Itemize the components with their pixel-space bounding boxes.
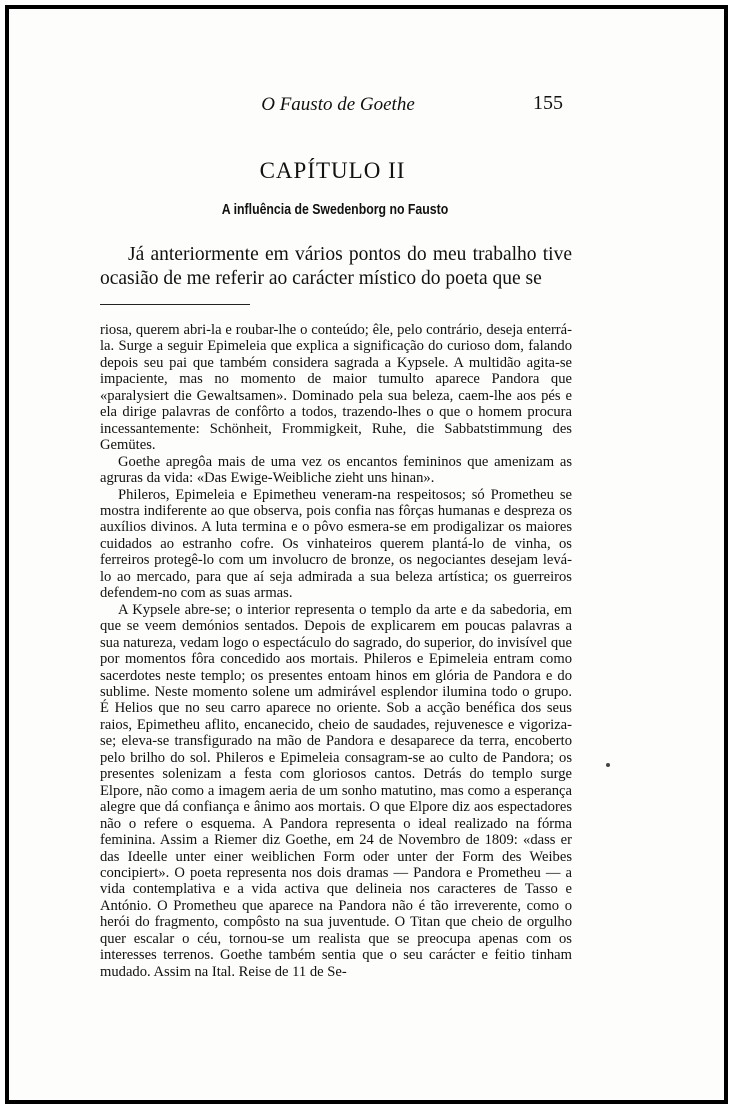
footnote-divider xyxy=(100,304,250,305)
section-subtitle: A influência de Swedenborg no Fausto xyxy=(221,201,449,218)
chapter-title: CAPÍTULO II xyxy=(259,158,406,183)
footnote-paragraph: A Kypsele abre-se; o interior representa o templo da arte e da sabedoria, em que se veem demónios sentados. Depois de explicarem em poucas palavras a sua natureza, vedam logo o espectáculo do sagrado, do superior, do invisível que por momentos fôra concedido aos mortais. Phileros e Epimeleia entram como sacerdotes neste templo; os presentes entoam hinos em glória de Pandora e do sublime. Neste momento solene um admirável esplendor ilumina todo o grupo. É Helios que no seu carro aparece no oriente. Sob a acção benéfica dos seus raios, Epimetheu aflito, encanecido, cheio de saudades, rejuvenesce e vigoriza-se; eleva-se transfigurado na mão de Pandora e desaparece da terra, encoberto pelo brilho do sol. Phileros e Epimeleia consagram-se ao culto de Pandora; os presentes solenizam a festa com gloriosos cantos. Detrás do templo surge Elpore, não como a imagem aeria de um sonho matutino, mas como a esperança alegre que dá confiança e ânimo aos mortais. O que Elpore diz aos espectadores não o refere o esquema. A Pandora representa o ideal realizado na fórma feminina. Assim a Riemer diz Goethe, em 24 de Novembro de 1809: «dass er das Ideelle unter einer weiblichen Form oder unter der Form des Weibes concipiert». O poeta representa nos dois dramas — Pandora e Prometheu — a vida contemplativa e a vida activa que delineia nos caracteres de Tasso e António. O Prometheu que aparece na Pandora não é tão irreverente, como o herói do fragmento, compôsto na sua juventude. O Titan que cheio de orgulho quer escalar o céu, tornou-se um realista que se preocupa apenas com os interesses terrenos. Goethe também sentia que o seu carácter e feitio tinham mudado. Assim na Ital. Reise de 11 de Se- xyxy=(100,601,572,980)
footnote-paragraph: Phileros, Epimeleia e Epimetheu veneram-na respeitosos; só Prometheu se mostra indiferente ao que observa, pois confia nas fôrças humanas e despreza os auxílios divinos. A luta termina e o pôvo esmera-se em prodigalizar os maiores cuidados ao estranho cofre. Os vinhateiros querem plantá-lo de vinha, os ferreiros protegê-lo com um involucro de bronze, os negociantes desejam levá-lo ao mercado, para que aí seja admirada a sua beleza artística; os guerreiros defendem-no com as suas armas. xyxy=(100,486,572,602)
running-title: O Fausto de Goethe xyxy=(261,94,415,115)
body-paragraph: Já anteriormente em vários pontos do meu trabalho tive ocasião de me referir ao carácter místico do poeta que se xyxy=(100,244,572,289)
page-number: 155 xyxy=(533,92,563,114)
footnote-block xyxy=(100,322,572,980)
footnote-paragraph: Goethe apregôa mais de uma vez os encantos femininos que amenizam as agruras da vida: «Das Ewige-Weibliche zieht uns hinan». xyxy=(100,453,572,487)
ink-speck xyxy=(606,763,610,767)
footnote-paragraph: riosa, querem abri-la e roubar-lhe o conteúdo; êle, pelo contrário, deseja enterrá-la. Surge a seguir Epimeleia que explica a significação do curioso dom, falando depois seu pai que também considera sagrada a Kypsele. A multidão agita-se impaciente, mas no momento de maior tumulto aparece Pandora que «paralysiert die Gewaltsamen». Dominado pela sua beleza, caem-lhe aos pés e ela dirige palavras de confôrto a todos, trazendo-lhes o que o homem procura incessantemente: Schönheit, Frommigkeit, Ruhe, die Sabbatstimmung des Gemütes. xyxy=(100,322,572,454)
